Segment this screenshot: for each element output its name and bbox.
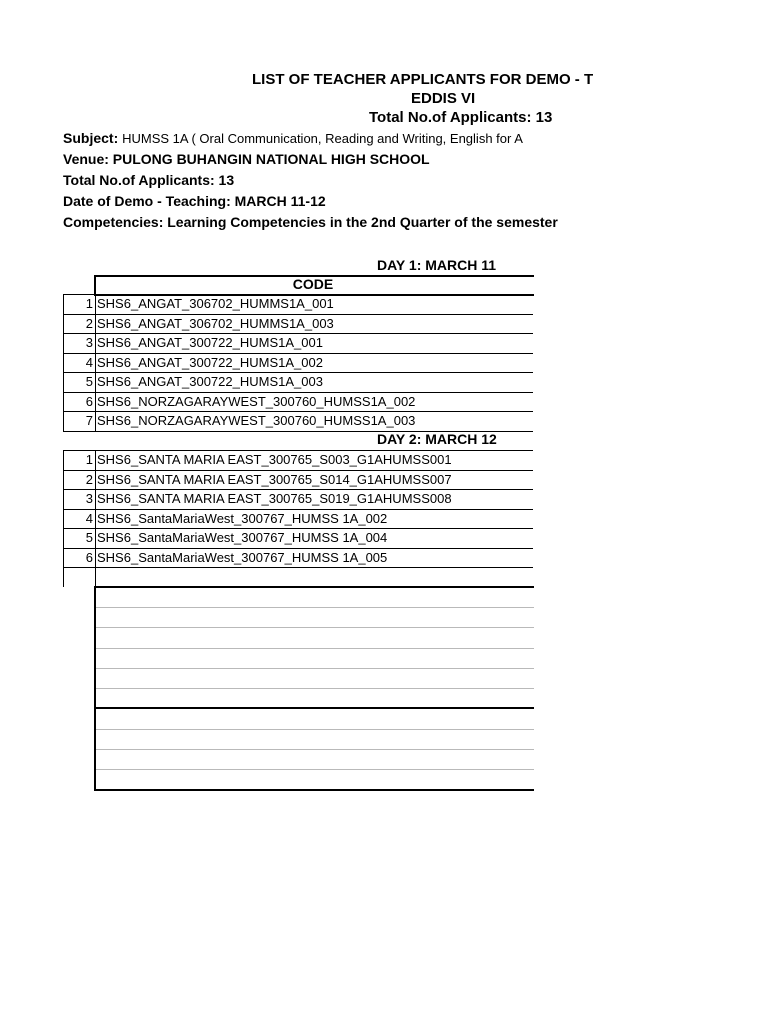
day2-row bbox=[63, 470, 533, 489]
day2-row-number: 2 bbox=[85, 471, 93, 487]
day1-row-code: SHS6_ANGAT_300722_HUMS1A_001 bbox=[97, 335, 323, 350]
day2-row-code: SHS6_SantaMariaWest_300767_HUMSS 1A_002 bbox=[97, 510, 388, 526]
day2-row-code: SHS6_SANTA MARIA EAST_300765_S019_G1AHUMSS008 bbox=[97, 491, 452, 506]
competencies-line: Competencies: Learning Competencies in the 2nd Quarter of the semester bbox=[63, 214, 558, 230]
day2-label: DAY 2: MARCH 12 bbox=[377, 431, 497, 447]
day2-row-number: 3 bbox=[85, 491, 93, 506]
day2-row-code: SHS6_SANTA MARIA EAST_300765_S003_G1AHUMSS001 bbox=[97, 452, 452, 467]
day1-label: DAY 1: MARCH 11 bbox=[377, 257, 497, 273]
day2-row-number: 4 bbox=[85, 510, 93, 526]
day2-row bbox=[63, 489, 533, 508]
day1-row-number: 4 bbox=[85, 354, 93, 370]
day1-row bbox=[63, 411, 533, 430]
day1-row bbox=[63, 294, 533, 313]
code-column-header: CODE bbox=[292, 276, 334, 292]
day2-row-code: SHS6_SANTA MARIA EAST_300765_S014_G1AHUMSS007 bbox=[97, 471, 452, 487]
day2-row-code: SHS6_SantaMariaWest_300767_HUMSS 1A_005 bbox=[97, 549, 388, 565]
day2-row-number: 1 bbox=[85, 452, 93, 467]
day2-row-number: 6 bbox=[85, 549, 93, 565]
day1-row-code: SHS6_NORZAGARAYWEST_300760_HUMSS1A_002 bbox=[97, 393, 416, 409]
day2-row bbox=[63, 450, 533, 469]
day2-row-number: 5 bbox=[85, 530, 93, 545]
day1-row bbox=[63, 333, 533, 352]
date-line: Date of Demo - Teaching: MARCH 11-12 bbox=[63, 193, 326, 209]
day2-row bbox=[63, 548, 533, 567]
subject-label: Subject: bbox=[63, 130, 119, 146]
day1-row-number: 1 bbox=[85, 296, 93, 311]
day1-row bbox=[63, 392, 533, 411]
day1-row bbox=[63, 353, 533, 372]
day1-row-number: 6 bbox=[85, 393, 93, 409]
day2-row bbox=[63, 509, 533, 528]
day1-row bbox=[63, 372, 533, 391]
day1-row-code: SHS6_ANGAT_306702_HUMMS1A_003 bbox=[97, 315, 334, 331]
day1-row-code: SHS6_NORZAGARAYWEST_300760_HUMSS1A_003 bbox=[97, 413, 416, 428]
day2-row-code: SHS6_SantaMariaWest_300767_HUMSS 1A_004 bbox=[97, 530, 388, 545]
subject-value: HUMSS 1A ( Oral Communication, Reading and Writing, English for A bbox=[122, 131, 523, 146]
day1-row-number: 3 bbox=[85, 335, 93, 350]
day1-row-number: 5 bbox=[85, 374, 93, 389]
subject-line bbox=[63, 130, 523, 146]
day2-row bbox=[63, 528, 533, 547]
day1-row-number: 7 bbox=[85, 413, 93, 428]
total-applicants-top: Total No.of Applicants: 13 bbox=[369, 109, 553, 126]
document-subtitle: EDDIS VI bbox=[411, 90, 476, 107]
venue-line: Venue: PULONG BUHANGIN NATIONAL HIGH SCHOOL bbox=[63, 151, 430, 167]
day1-row bbox=[63, 314, 533, 333]
day1-row-code: SHS6_ANGAT_300722_HUMS1A_002 bbox=[97, 354, 323, 370]
total-applicants-line: Total No.of Applicants: 13 bbox=[63, 172, 235, 188]
day1-row-code: SHS6_ANGAT_306702_HUMMS1A_001 bbox=[97, 296, 334, 311]
document-title: LIST OF TEACHER APPLICANTS FOR DEMO - T bbox=[252, 71, 594, 88]
day1-row-number: 2 bbox=[85, 315, 93, 331]
day1-row-code: SHS6_ANGAT_300722_HUMS1A_003 bbox=[97, 374, 323, 389]
